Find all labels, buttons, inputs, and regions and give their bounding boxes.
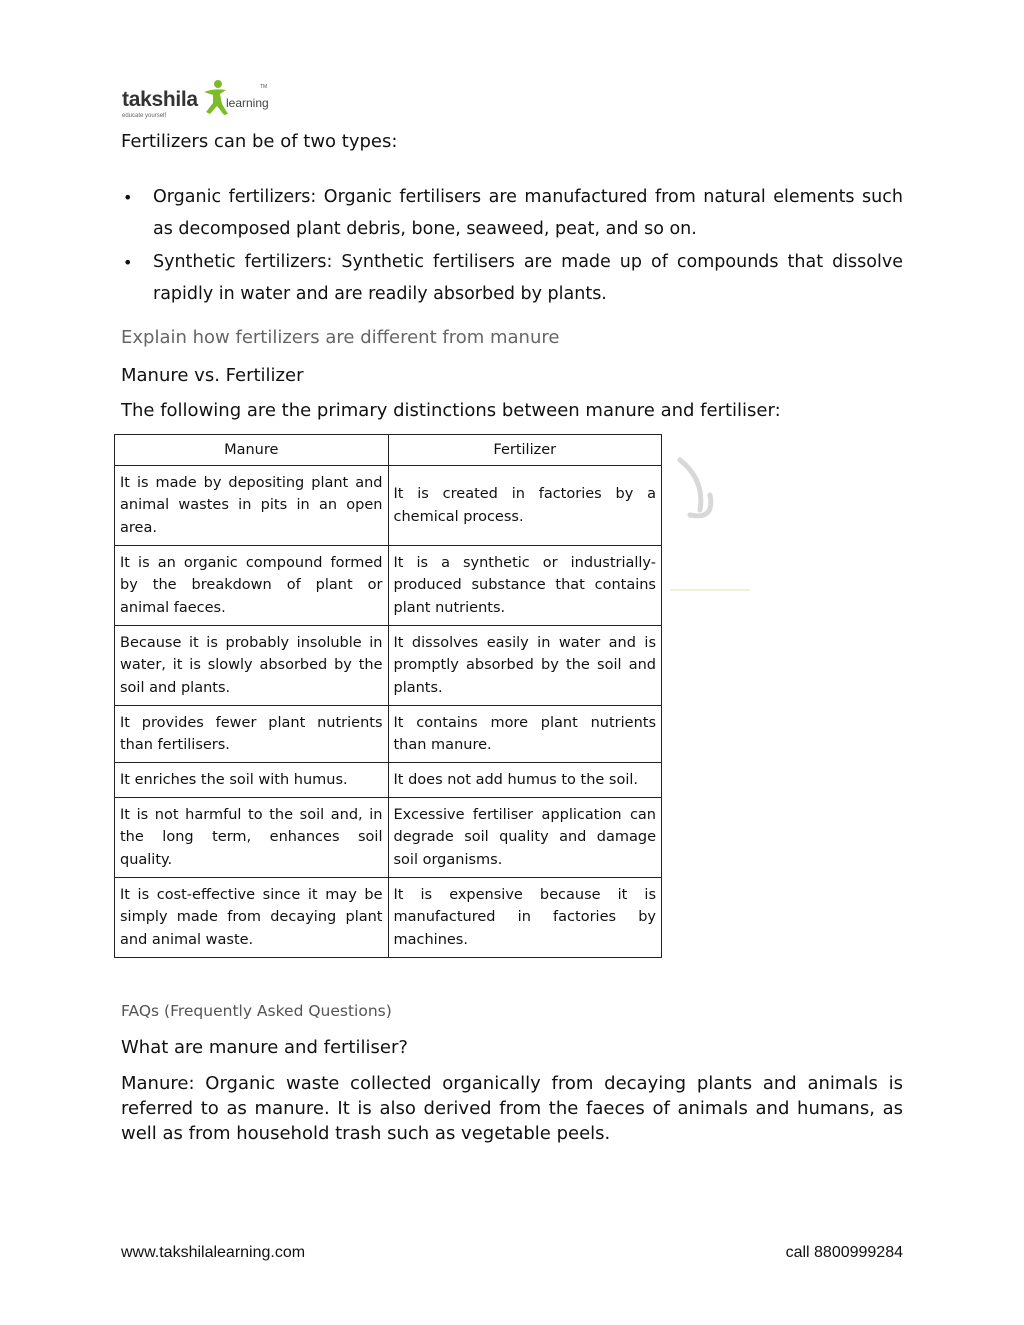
faq-heading: FAQs (Frequently Asked Questions) <box>121 1002 392 1020</box>
list-item-term: Organic fertilizers: <box>153 187 317 207</box>
column-header-fertilizer: Fertilizer <box>388 435 662 466</box>
footer-website: www.takshilalearning.com <box>121 1244 306 1261</box>
question-heading: Explain how fertilizers are different from manure <box>121 327 560 348</box>
fertilizer-types-list <box>121 182 903 312</box>
table-cell-manure: It provides fewer plant nutrients than fertilisers. <box>115 706 389 763</box>
table-cell-manure: It is cost-effective since it may be simply made from decaying plant and animal waste. <box>115 878 389 958</box>
table-cell-fertilizer: It does not add humus to the soil. <box>388 763 662 798</box>
table-row <box>115 626 662 706</box>
list-item-text: Synthetic fertilisers are made up of compounds that dissolve rapidly in water and are readily absorbed by plants. <box>153 252 903 304</box>
takshila-logo <box>120 78 270 126</box>
comparison-lead: The following are the primary distinctions between manure and fertiliser: <box>121 400 781 421</box>
table-header-row <box>115 435 662 466</box>
table-cell-manure: Because it is probably insoluble in water, it is slowly absorbed by the soil and plants. <box>115 626 389 706</box>
table-row <box>115 706 662 763</box>
table-row <box>115 763 662 798</box>
table-cell-fertilizer: It is a synthetic or industrially-produced substance that contains plant nutrients. <box>388 546 662 626</box>
table-cell-manure: It enriches the soil with humus. <box>115 763 389 798</box>
table-cell-manure: It is not harmful to the soil and, in the long term, enhances soil quality. <box>115 798 389 878</box>
table-cell-fertilizer: It is created in factories by a chemical process. <box>388 466 662 546</box>
column-header-manure: Manure <box>115 435 389 466</box>
intro-text: Fertilizers can be of two types: <box>121 131 398 152</box>
table-cell-fertilizer: It dissolves easily in water and is promptly absorbed by the soil and plants. <box>388 626 662 706</box>
footer-phone: call 8800999284 <box>785 1244 903 1261</box>
table-row <box>115 798 662 878</box>
faq-answer <box>121 1071 903 1146</box>
faq-answer-text: Organic waste collected organically from decaying plants and animals is referred to as manure. It is also derived from the faeces of animals and humans, as well as from household trash such as vegetable peels. <box>121 1073 903 1144</box>
logo-suffix: learning <box>226 96 269 110</box>
comparison-table <box>114 434 662 958</box>
logo-trademark: TM <box>260 84 268 90</box>
table-cell-fertilizer: It contains more plant nutrients than manure. <box>388 706 662 763</box>
bullet-icon: • <box>123 253 133 272</box>
table-cell-manure: It is an organic compound formed by the breakdown of plant or animal faeces. <box>115 546 389 626</box>
faq-answer-term: Manure: <box>121 1073 195 1094</box>
list-item-text: Organic fertilisers are manufactured from natural elements such as decomposed plant debris, bone, seaweed, peat, and so on. <box>153 187 903 239</box>
bullet-icon: • <box>123 188 133 207</box>
faq-question: What are manure and fertiliser? <box>121 1037 408 1058</box>
list-item <box>121 247 903 310</box>
list-item <box>121 182 903 245</box>
comparison-title: Manure vs. Fertilizer <box>121 365 304 386</box>
logo-tagline: educate yourself <box>122 113 167 119</box>
table-cell-manure: It is made by depositing plant and animal wastes in pits in an open area. <box>115 466 389 546</box>
list-item-term: Synthetic fertilizers: <box>153 252 333 272</box>
table-row <box>115 878 662 958</box>
table-row <box>115 466 662 546</box>
table-cell-fertilizer: Excessive fertiliser application can degrade soil quality and damage soil organisms. <box>388 798 662 878</box>
table-row <box>115 546 662 626</box>
table-cell-fertilizer: It is expensive because it is manufactured in factories by machines. <box>388 878 662 958</box>
logo-brand: takshila <box>122 88 198 111</box>
